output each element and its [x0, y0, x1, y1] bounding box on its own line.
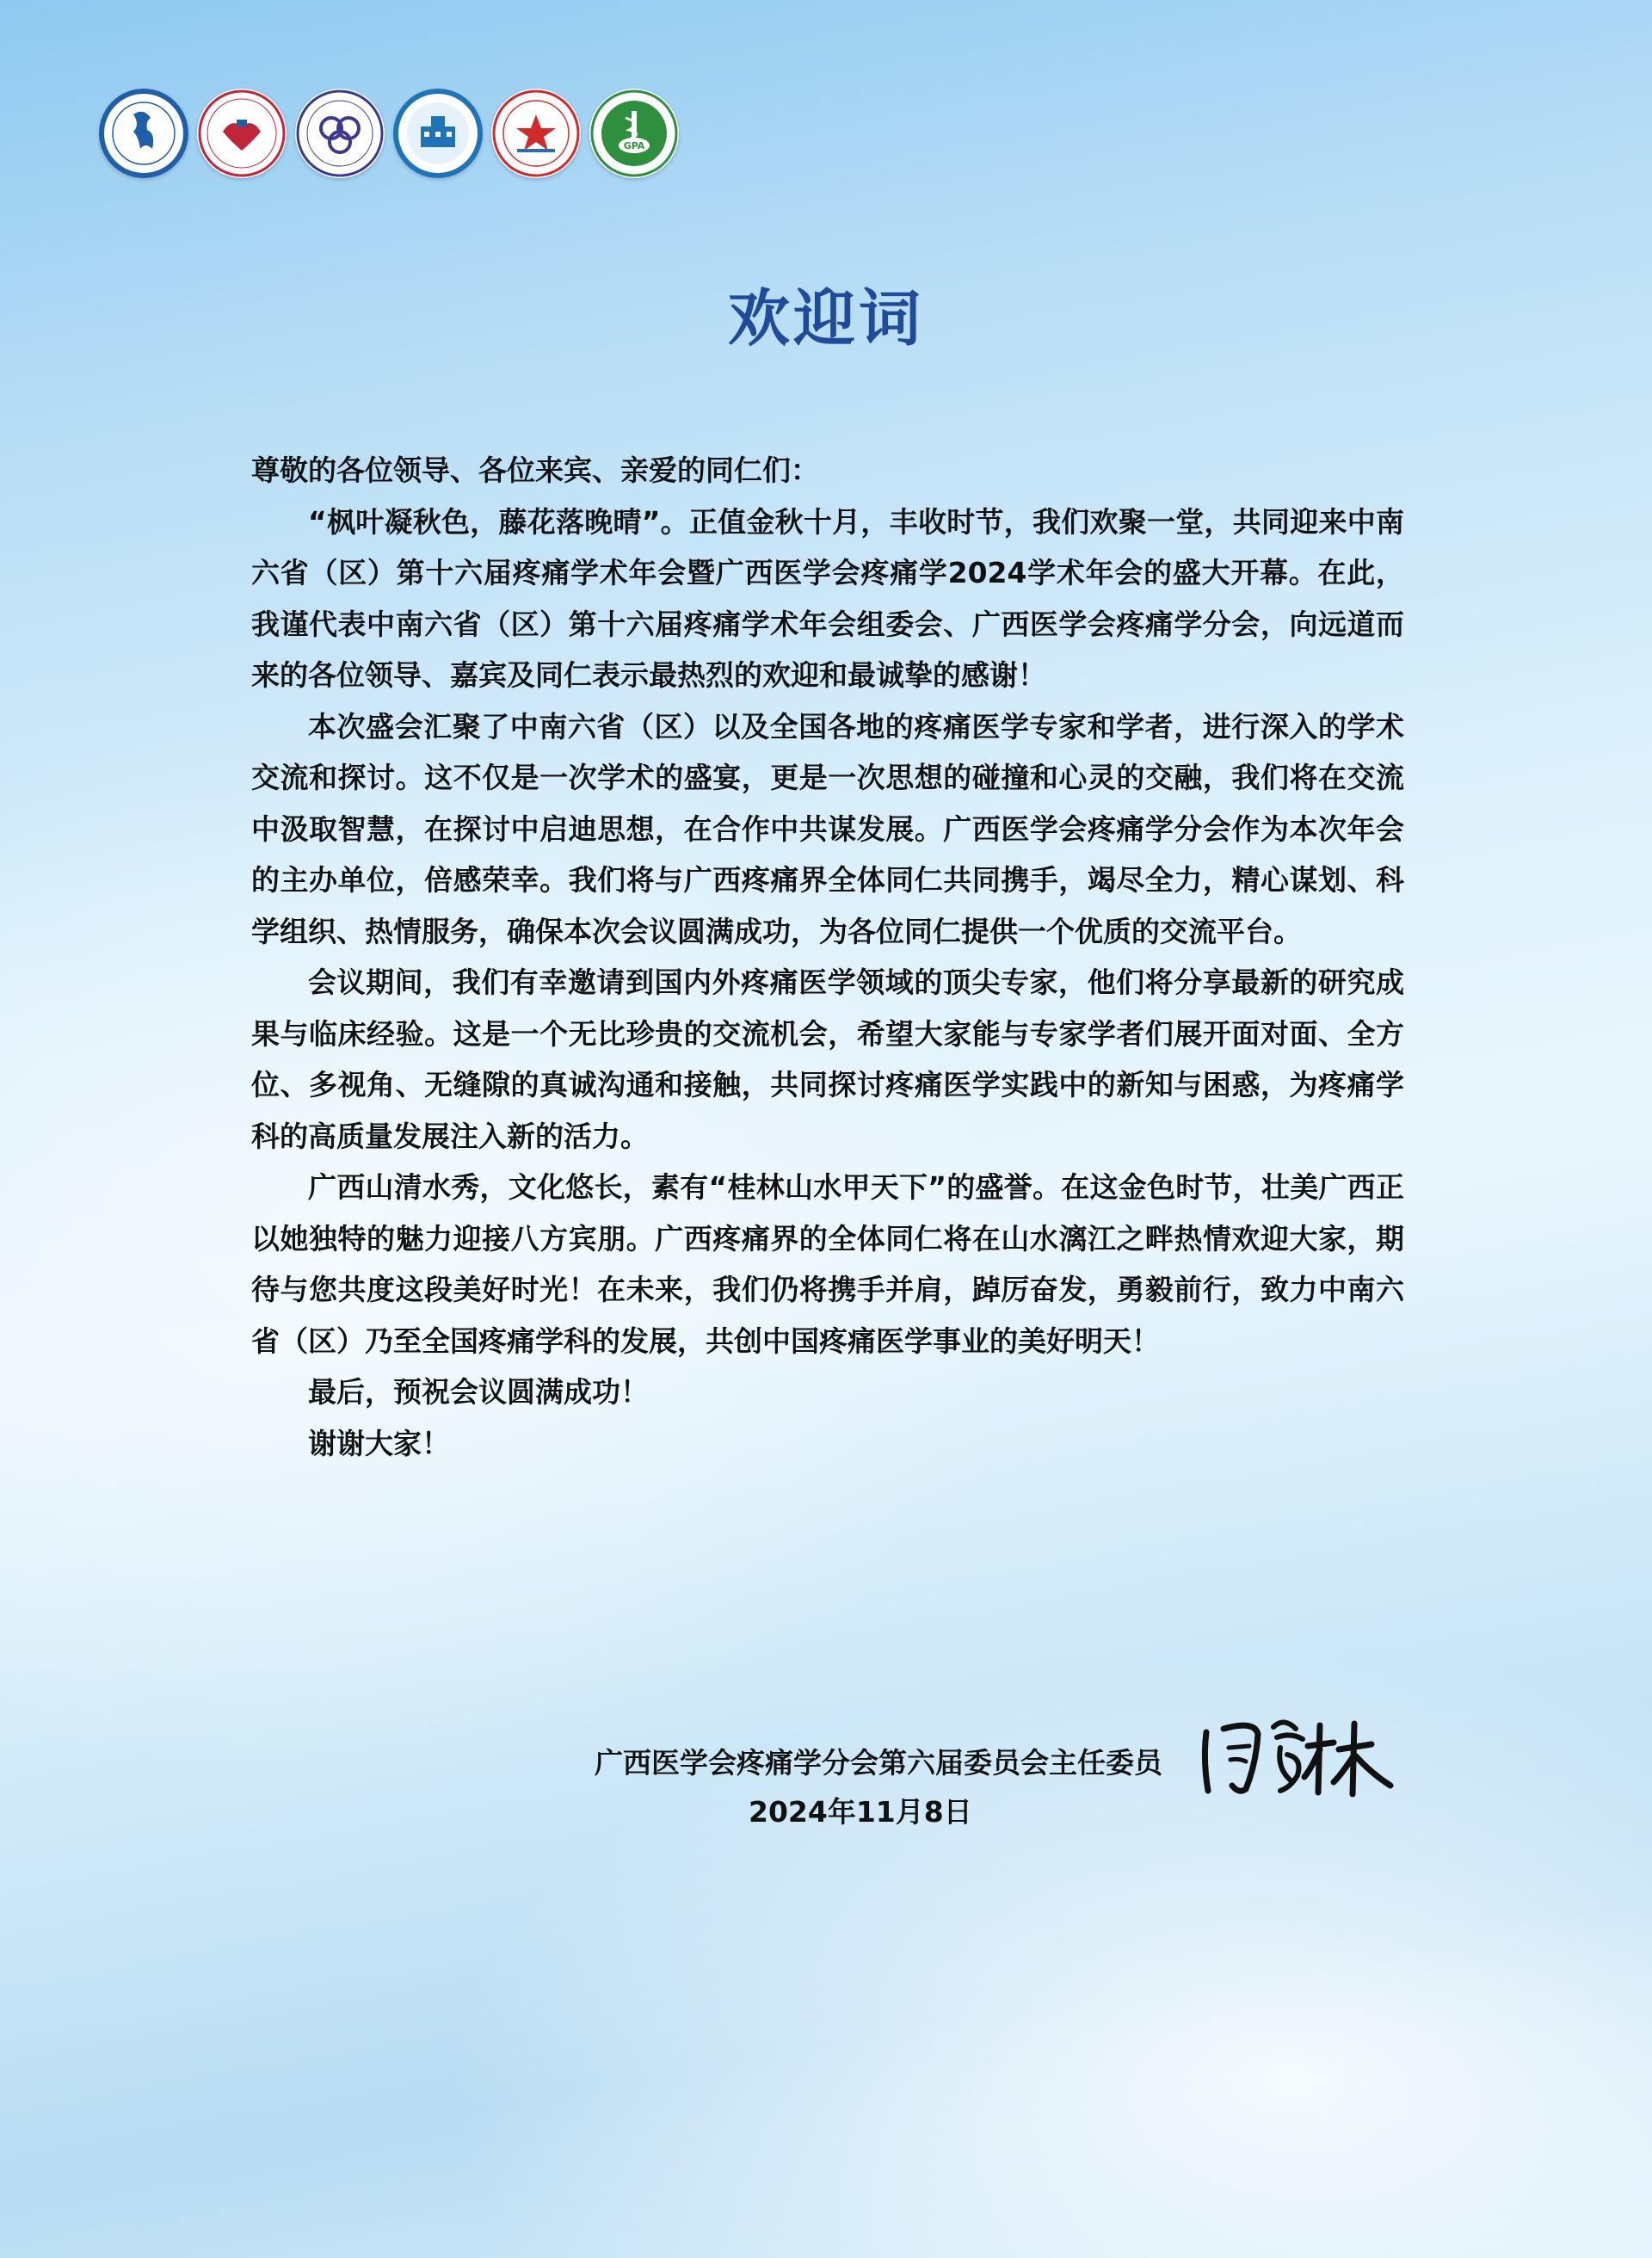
letter-paragraph: “枫叶凝秋色，藤花落晚晴”。正值金秋十月，丰收时节，我们欢聚一堂，共同迎来中南六省（区）第十六届疼痛学术年会暨广西医学会疼痛学2024学术年会的盛大开幕。在此，我谨代表中南六省（区）第十六届疼痛学术年会组委会、广西医学会疼痛学分会，向远道而来的各位领导、嘉宾及同仁表示最热烈的欢迎和最诚挚的感谢！ — [251, 504, 1404, 692]
knot-emblem-logo — [295, 89, 385, 178]
letter-paragraph: 本次盛会汇聚了中南六省（区）以及全国各地的疼痛医学专家和学者，进行深入的学术交流和探讨。这不仅是一次学术的盛宴，更是一次思想的碰撞和心灵的交融，我们将在交流中汲取智慧，在探讨中启迪思想，在合作中共谋发展。广西医学会疼痛学分会作为本次年会的主办单位，倍感荣幸。我们将与广西疼痛界全体同仁共同携手，竭尽全力，精心谋划、科学组织、热情服务，确保本次会议圆满成功，为各位同仁提供一个优质的交流平台。 — [251, 709, 1404, 948]
letter-paragraph: 广西山清水秀，文化悠长，素有“桂林山水甲天下”的盛誉。在这金色时节，壮美广西正以她独特的魅力迎接八方宾朋。广西疼痛界的全体同仁将在山水漓江之畔热情欢迎大家，期待与您共度这段美好时光！在未来，我们仍将携手并肩，踔厉奋发，勇毅前行，致力中南六省（区）乃至全国疼痛学科的发展，共创中国疼痛医学事业的美好明天！ — [251, 1170, 1404, 1358]
red-ribbon-emblem-logo — [197, 89, 287, 178]
sponsor-logos — [99, 89, 679, 178]
welcome-letter — [251, 445, 1404, 1469]
building-emblem-logo — [393, 89, 483, 178]
signature-date: 2024年11月8日 — [749, 1795, 972, 1829]
gpa-emblem-logo — [589, 89, 679, 178]
letter-salutation: 尊敬的各位领导、各位来宾、亲爱的同仁们： — [251, 453, 819, 487]
gpa-badge-text: GPA — [623, 140, 645, 151]
signatory-title: 广西医学会疼痛学分会第六届委员会主任委员 — [595, 1746, 1162, 1780]
handwritten-signature — [1194, 1708, 1401, 1803]
page-title: 欢迎词 — [727, 282, 924, 355]
letter-closing: 最后，预祝会议圆满成功！ — [308, 1375, 649, 1409]
crane-emblem-logo — [99, 89, 188, 178]
letter-paragraph: 会议期间，我们有幸邀请到国内外疼痛医学领域的顶尖专家，他们将分享最新的研究成果与临床经验。这是一个无比珍贵的交流机会，希望大家能与专家学者们展开面对面、全方位、多视角、无缝隙的真诚沟通和接触，共同探讨疼痛医学实践中的新知与困惑，为疼痛学科的高质量发展注入新的活力。 — [251, 966, 1404, 1153]
red-star-emblem-logo — [491, 89, 581, 178]
letter-thanks: 谢谢大家！ — [308, 1426, 450, 1460]
